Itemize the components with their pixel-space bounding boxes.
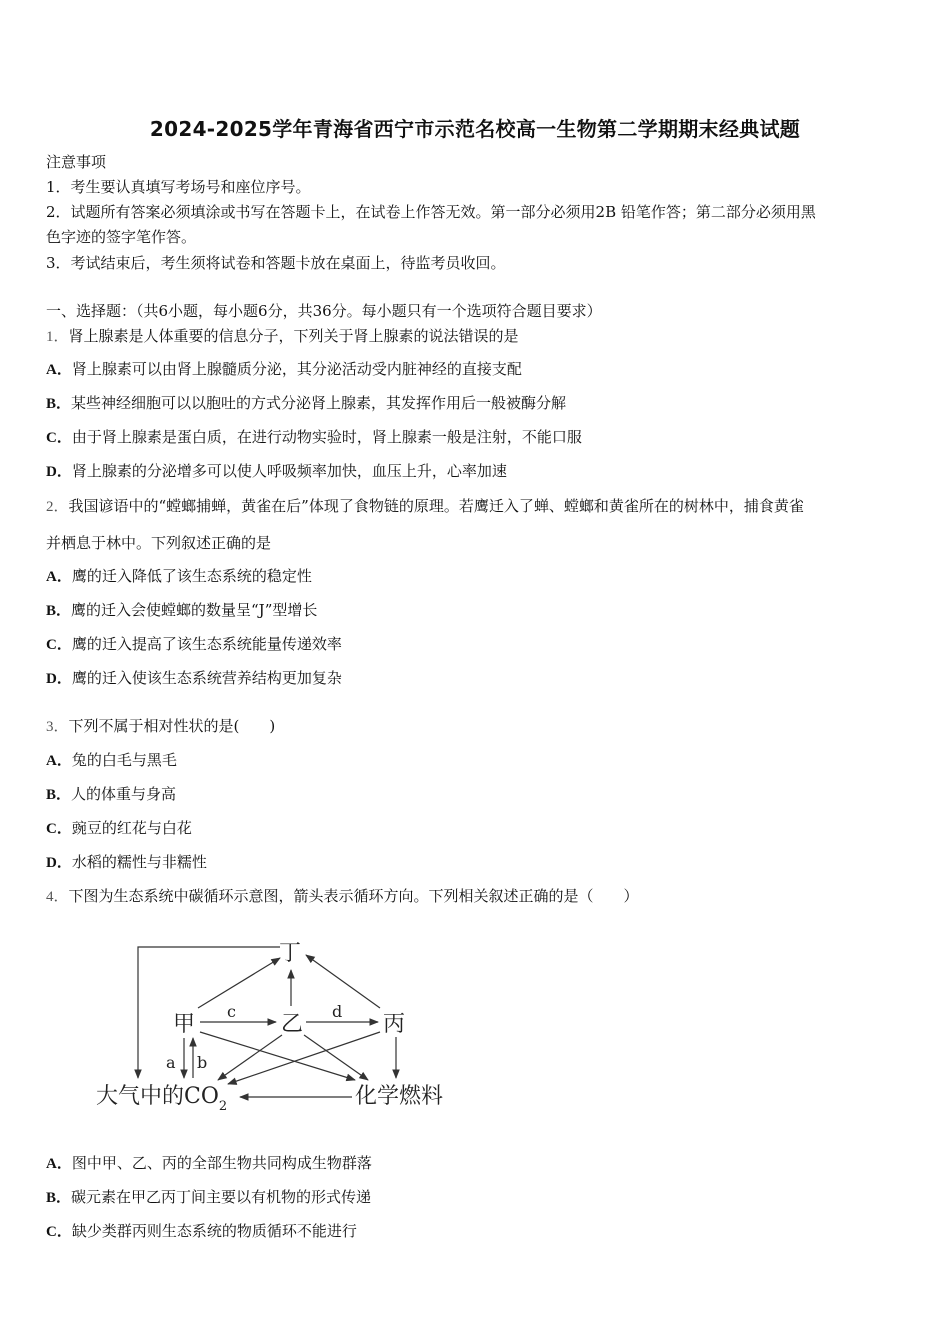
option-letter: A． — [46, 753, 72, 769]
node-ding: 丁 — [279, 941, 302, 966]
option-letter: C． — [46, 1224, 72, 1240]
option-letter: D． — [46, 671, 72, 687]
option-text: 图中甲、乙、丙的全部生物共同构成生物群落 — [71, 1154, 372, 1172]
option-letter: B． — [46, 1190, 72, 1206]
option-text: 碳元素在甲乙丙丁间主要以有机物的形式传递 — [71, 1188, 372, 1206]
question-number: 3． — [46, 719, 69, 735]
question-text: 下列不属于相对性状的是( ) — [68, 717, 276, 735]
option-letter: A． — [46, 569, 72, 585]
arrow-yi-to-fuel — [304, 1035, 368, 1080]
question-number: 2． — [46, 499, 69, 515]
option-a — [46, 1153, 372, 1174]
option-letter: B． — [46, 396, 72, 412]
option-b — [46, 1187, 371, 1208]
question-text: 肾上腺素是人体重要的信息分子，下列关于肾上腺素的说法错误的是 — [68, 327, 519, 345]
section-heading: 一、选择题：（共6小题，每小题6分，共36分。每小题只有一个选项符合题目要求） — [46, 302, 602, 320]
option-text: 肾上腺素可以由肾上腺髓质分泌，其分泌活动受内脏神经的直接支配 — [71, 360, 522, 378]
option-text: 由于肾上腺素是蛋白质，在进行动物实验时，肾上腺素一般是注射，不能口服 — [71, 428, 582, 446]
option-text: 缺少类群丙则生态系统的物质循环不能进行 — [71, 1222, 357, 1240]
option-letter: C． — [46, 430, 72, 446]
question-text: 下图为生态系统中碳循环示意图，箭头表示循环方向。下列相关叙述正确的是（ ） — [68, 887, 639, 905]
notice-item: 2．试题所有答案必须填涂或书写在答题卡上，在试卷上作答无效。第一部分必须用2B 铅笔作答；第二部分必须用黑 — [46, 203, 816, 221]
arrow-bing-to-co2 — [228, 1032, 380, 1084]
option-letter: A． — [46, 362, 72, 378]
page-title: 2024-2025学年青海省西宁市示范名校高一生物第二学期期末经典试题 — [149, 117, 801, 141]
option-letter: B． — [46, 787, 72, 803]
node-fuel: 化学燃料 — [355, 1084, 444, 1109]
option-c — [46, 1221, 357, 1242]
option-text: 肾上腺素的分泌增多可以使人呼吸频率加快，血压上升，心率加速 — [71, 462, 507, 480]
arrow-bing-to-ding — [306, 955, 380, 1008]
option-text: 鹰的迁入使该生态系统营养结构更加复杂 — [71, 669, 342, 687]
option-text: 人的体重与身高 — [71, 785, 177, 803]
option-letter: D． — [46, 855, 72, 871]
node-jia: 甲 — [173, 1012, 196, 1037]
option-letter: D． — [46, 464, 72, 480]
notice-item: 3．考试结束后，考生须将试卷和答题卡放在桌面上，待监考员收回。 — [46, 254, 506, 272]
option-letter: C． — [46, 637, 72, 653]
question-text: 我国谚语中的“螳螂捕蝉，黄雀在后”体现了食物链的原理。若鹰迁入了蝉、螳螂和黄雀所在的树林中，捕食黄雀 — [68, 497, 804, 515]
question-number: 1． — [46, 329, 69, 345]
option-text: 豌豆的红花与白花 — [71, 819, 192, 837]
arrow-jia-to-ding — [198, 958, 280, 1008]
co2-subscript: 2 — [218, 1099, 228, 1114]
arrow-ding-to-co2 — [138, 947, 280, 1078]
question-number: 4． — [46, 889, 69, 905]
option-text: 鹰的迁入会使螳螂的数量呈“J”型增长 — [71, 601, 318, 619]
node-bing: 丙 — [383, 1012, 406, 1037]
label-d: d — [332, 1002, 343, 1021]
label-b: b — [197, 1053, 208, 1072]
node-co2 — [96, 1084, 227, 1114]
option-text: 鹰的迁入提高了该生态系统能量传递效率 — [71, 635, 342, 653]
arrow-jia-to-fuel — [200, 1032, 355, 1080]
option-text: 兔的白毛与黑毛 — [71, 751, 177, 769]
node-yi: 乙 — [281, 1012, 304, 1037]
label-a: a — [166, 1053, 176, 1072]
option-letter: B． — [46, 603, 72, 619]
question-2-stem-cont: 并栖息于林中。下列叙述正确的是 — [46, 534, 272, 552]
option-text: 水稻的糯性与非糯性 — [71, 853, 207, 871]
option-letter: A． — [46, 1156, 72, 1172]
label-c: c — [227, 1002, 236, 1021]
arrow-yi-to-co2 — [218, 1035, 282, 1080]
option-text: 鹰的迁入降低了该生态系统的稳定性 — [71, 567, 312, 585]
notice-item: 色字迹的签字笔作答。 — [46, 228, 197, 246]
option-letter: C． — [46, 821, 72, 837]
co2-label: 大气中的CO — [96, 1084, 219, 1109]
option-text: 某些神经细胞可以以胞吐的方式分泌肾上腺素，其发挥作用后一般被酶分解 — [71, 394, 567, 412]
notice-heading: 注意事项 — [46, 153, 107, 171]
notice-item: 1．考生要认真填写考场号和座位序号。 — [46, 178, 311, 196]
